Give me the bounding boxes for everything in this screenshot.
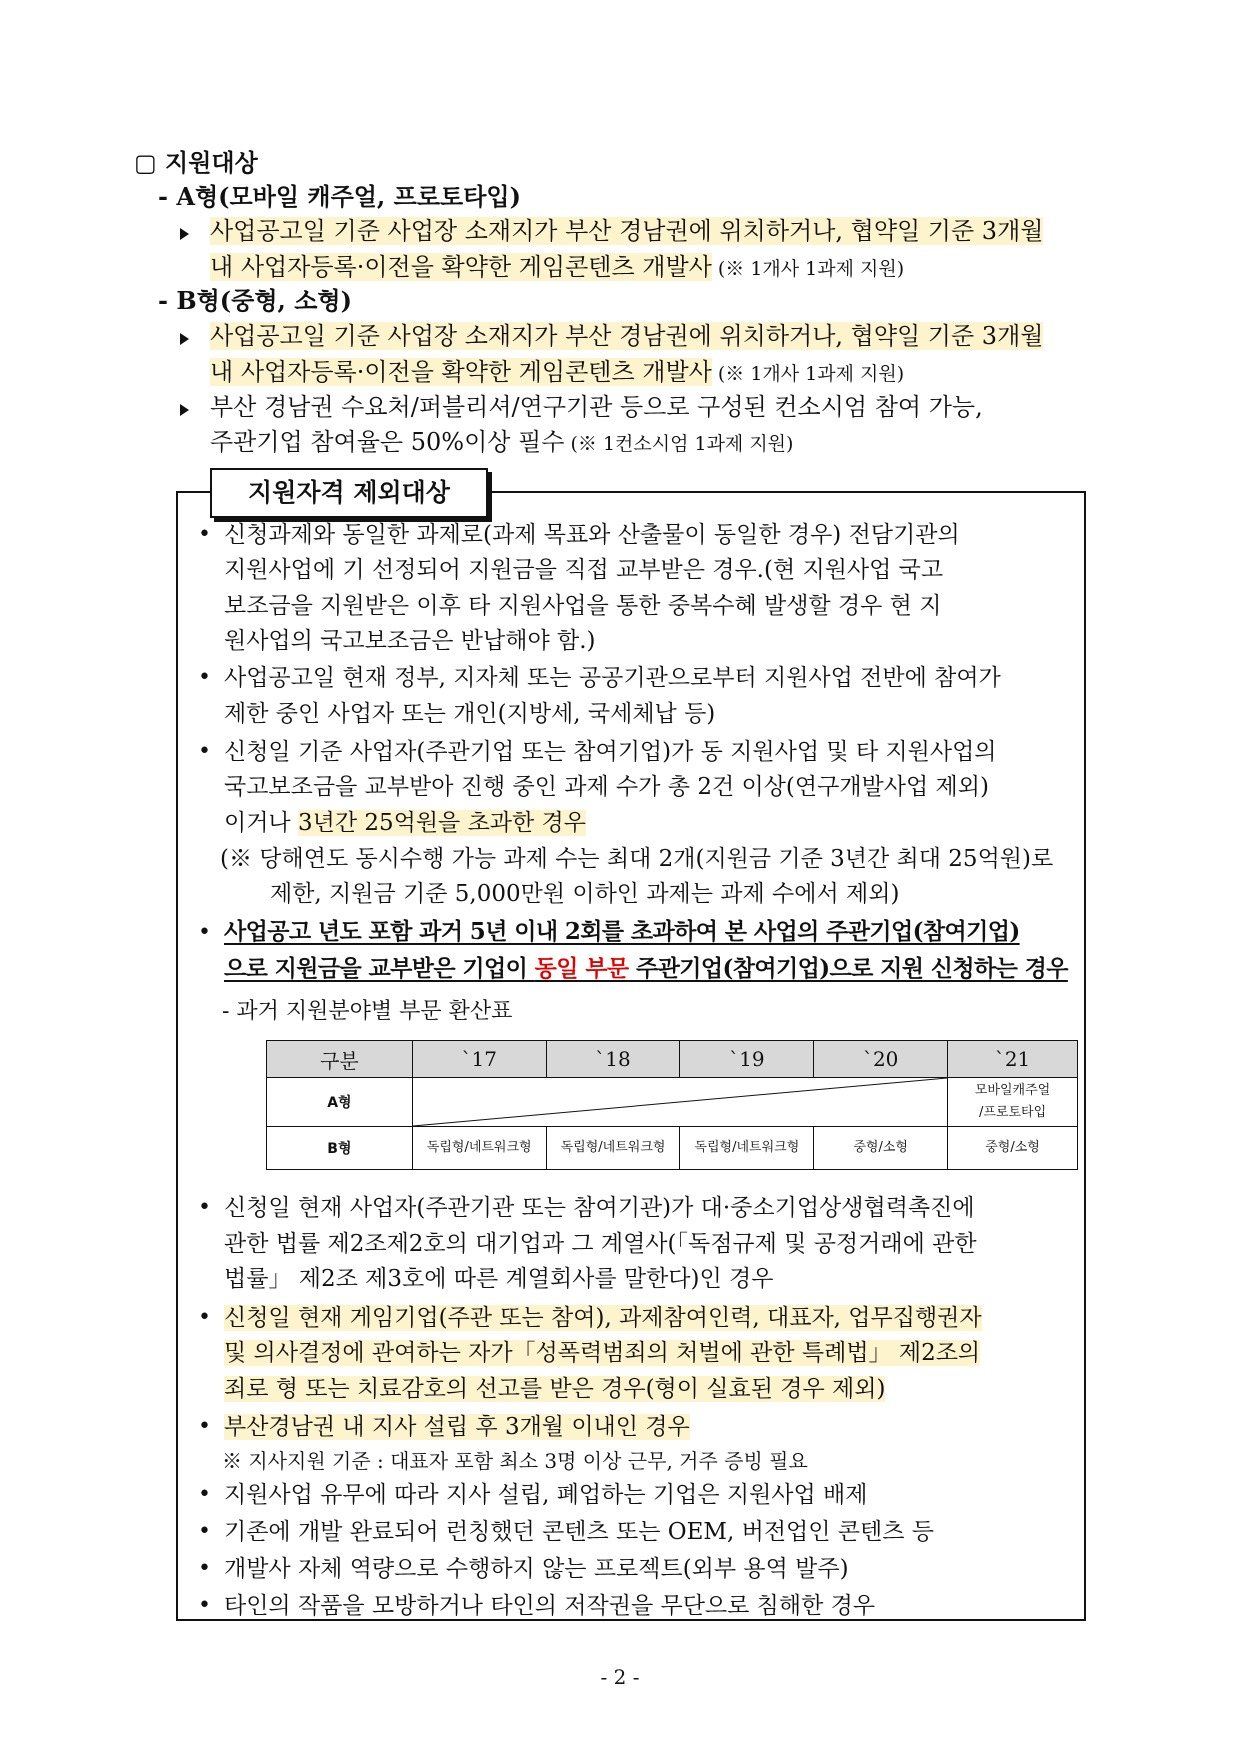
row-b-label: B형 — [267, 1127, 413, 1170]
b10-line: 개발사 자체 역량으로 수행하지 않는 프로젝트(외부 용역 발주) — [224, 1556, 849, 1582]
bullet-icon: • — [198, 1556, 211, 1581]
bullet-icon: • — [198, 1195, 211, 1220]
b5-line1: 신청일 현재 사업자(주관기관 또는 참여기관)가 대·중소기업상생협력촉진에 — [224, 1195, 975, 1221]
bullet-icon: • — [198, 1414, 211, 1439]
b4-line2: 으로 지원금을 교부받은 기업이 동일 부문 주관기업(참여기업)으로 지원 신청하는 경우 — [224, 955, 1068, 982]
bullet-icon: • — [198, 920, 211, 945]
b3-line3: 이거나 3년간 25억원을 초과한 경우 — [224, 810, 586, 836]
table-cell: 중형/소형 — [948, 1127, 1078, 1170]
b1-line3: 보조금을 지원받은 이후 타 지원사업을 통한 중복수혜 발생할 경우 현 지 — [224, 593, 942, 619]
b6-line2: 및 의사결정에 관여하는 자가「성폭력범죄의 처벌에 관한 특례법」 제2조의 — [224, 1340, 981, 1366]
row-a-last-cell: 모바일캐주얼 /프로토타입 — [948, 1078, 1078, 1127]
table-header-cell: `17 — [412, 1041, 546, 1078]
b3-note2: 제한, 지원금 기준 5,000만원 이하인 과제는 과제 수에서 제외) — [270, 881, 900, 907]
table-header-cell: `19 — [680, 1041, 814, 1078]
b3-line1: 신청일 기준 사업자(주관기업 또는 참여기업)가 동 지원사업 및 타 지원사업의 — [224, 739, 997, 765]
type-b-line2: 내 사업자등록·이전을 확약한 게임콘텐츠 개발사 (※ 1개사 1과제 지원) — [210, 358, 905, 386]
type-b-heading: - B형(중형, 소형) — [158, 286, 352, 315]
b5-line3: 법률」 제2조 제3호에 따른 계열회사를 말한다)인 경우 — [224, 1266, 774, 1292]
type-a-line1: 사업공고일 기준 사업장 소재지가 부산 경남권에 위치하거나, 협약일 기준 3개월 — [210, 217, 1044, 245]
page-number: - 2 - — [600, 1665, 640, 1689]
b6-line1: 신청일 현재 게임기업(주관 또는 참여), 과제참여인력, 대표자, 업무집행권자 — [224, 1305, 982, 1331]
b6-line3: 죄로 형 또는 치료감호의 선고를 받은 경우(형이 실효된 경우 제외) — [224, 1376, 886, 1402]
table-cell: 독립형/네트워크형 — [546, 1127, 680, 1170]
bullet-icon: • — [198, 1593, 211, 1618]
type-a-heading: - A형(모바일 캐주얼, 프로토타입) — [158, 182, 521, 211]
bullet-icon: • — [198, 665, 211, 690]
bullet-icon: • — [198, 1519, 211, 1544]
type-a-line2: 내 사업자등록·이전을 확약한 게임콘텐츠 개발사 (※ 1개사 1과제 지원) — [210, 253, 905, 281]
triangle-bullet-icon — [180, 330, 189, 349]
table-row — [267, 1127, 1078, 1170]
section-title: 지원대상 — [165, 148, 258, 177]
section-header — [134, 146, 258, 180]
b3-line2: 국고보조금을 교부받아 진행 중인 과제 수가 총 2건 이상(연구개발사업 제외) — [224, 774, 989, 800]
row-a-label: A형 — [267, 1078, 413, 1127]
table-header-row — [267, 1041, 1078, 1078]
type-b-line1: 사업공고일 기준 사업장 소재지가 부산 경남권에 위치하거나, 협약일 기준 3개월 — [210, 322, 1044, 350]
diagonal-line — [413, 1078, 947, 1126]
exclusion-box-title: 지원자격 제외대상 — [210, 468, 488, 518]
table-cell: 독립형/네트워크형 — [412, 1127, 546, 1170]
b8-line: 지원사업 유무에 따라 지사 설립, 폐업하는 기업은 지원사업 배제 — [224, 1482, 868, 1508]
conversion-table — [266, 1040, 1078, 1170]
table-cell: 독립형/네트워크형 — [680, 1127, 814, 1170]
table-header-cell: `18 — [546, 1041, 680, 1078]
table-row — [267, 1078, 1078, 1127]
b2-line2: 제한 중인 사업자 또는 개인(지방세, 국세체납 등) — [224, 701, 716, 727]
b1-line1: 신청과제와 동일한 과제로(과제 목표와 산출물이 동일한 경우) 전담기관의 — [224, 522, 960, 548]
table-header-cell: 구분 — [267, 1041, 413, 1078]
b11-line: 타인의 작품을 모방하거나 타인의 저작권을 무단으로 침해한 경우 — [224, 1593, 876, 1619]
type-b2-line1: 부산 경남권 수요처/퍼블리셔/연구기관 등으로 구성된 컨소시엄 참여 가능, — [210, 393, 983, 421]
bullet-icon: • — [198, 1482, 211, 1507]
b1-line2: 지원사업에 기 선정되어 지원금을 직접 교부받은 경우.(현 지원사업 국고 — [224, 557, 944, 583]
type-b2-line2: 주관기업 참여율은 50%이상 필수 (※ 1컨소시엄 1과제 지원) — [210, 428, 794, 456]
table-cell: 중형/소형 — [814, 1127, 948, 1170]
bullet-icon: • — [198, 739, 211, 764]
triangle-bullet-icon — [180, 401, 189, 420]
checkbox-icon: ▢ — [134, 148, 157, 177]
b7-line: 부산경남권 내 지사 설립 후 3개월 이내인 경우 — [224, 1414, 690, 1440]
b5-line2: 관한 법률 제2조제2호의 대기업과 그 계열사(「독점규제 및 공정거래에 관한 — [224, 1231, 977, 1257]
b1-line4: 원사업의 국고보조금은 반납해야 함.) — [224, 628, 596, 654]
row-a-empty-diagonal — [412, 1078, 947, 1127]
b4-line1: 사업공고 년도 포함 과거 5년 이내 2회를 초과하여 본 사업의 주관기업(참여기업) — [224, 918, 1020, 945]
table-header-cell: `20 — [814, 1041, 948, 1078]
b7-note: ※ 지사지원 기준 : 대표자 포함 최소 3명 이상 근무, 거주 증빙 필요 — [222, 1449, 808, 1473]
b2-line1: 사업공고일 현재 정부, 지자체 또는 공공기관으로부터 지원사업 전반에 참여가 — [224, 665, 1001, 691]
triangle-bullet-icon — [180, 225, 189, 244]
b9-line: 기존에 개발 완료되어 런칭했던 콘텐츠 또는 OEM, 버전업인 콘텐츠 등 — [224, 1519, 934, 1545]
b3-note1: (※ 당해연도 동시수행 가능 과제 수는 최대 2개(지원금 기준 3년간 최대 25억원)로 — [220, 846, 1054, 872]
table-header-cell: `21 — [948, 1041, 1078, 1078]
bullet-icon: • — [198, 1305, 211, 1330]
bullet-icon: • — [198, 522, 211, 547]
table-caption: - 과거 지원분야별 부문 환산표 — [222, 999, 513, 1024]
